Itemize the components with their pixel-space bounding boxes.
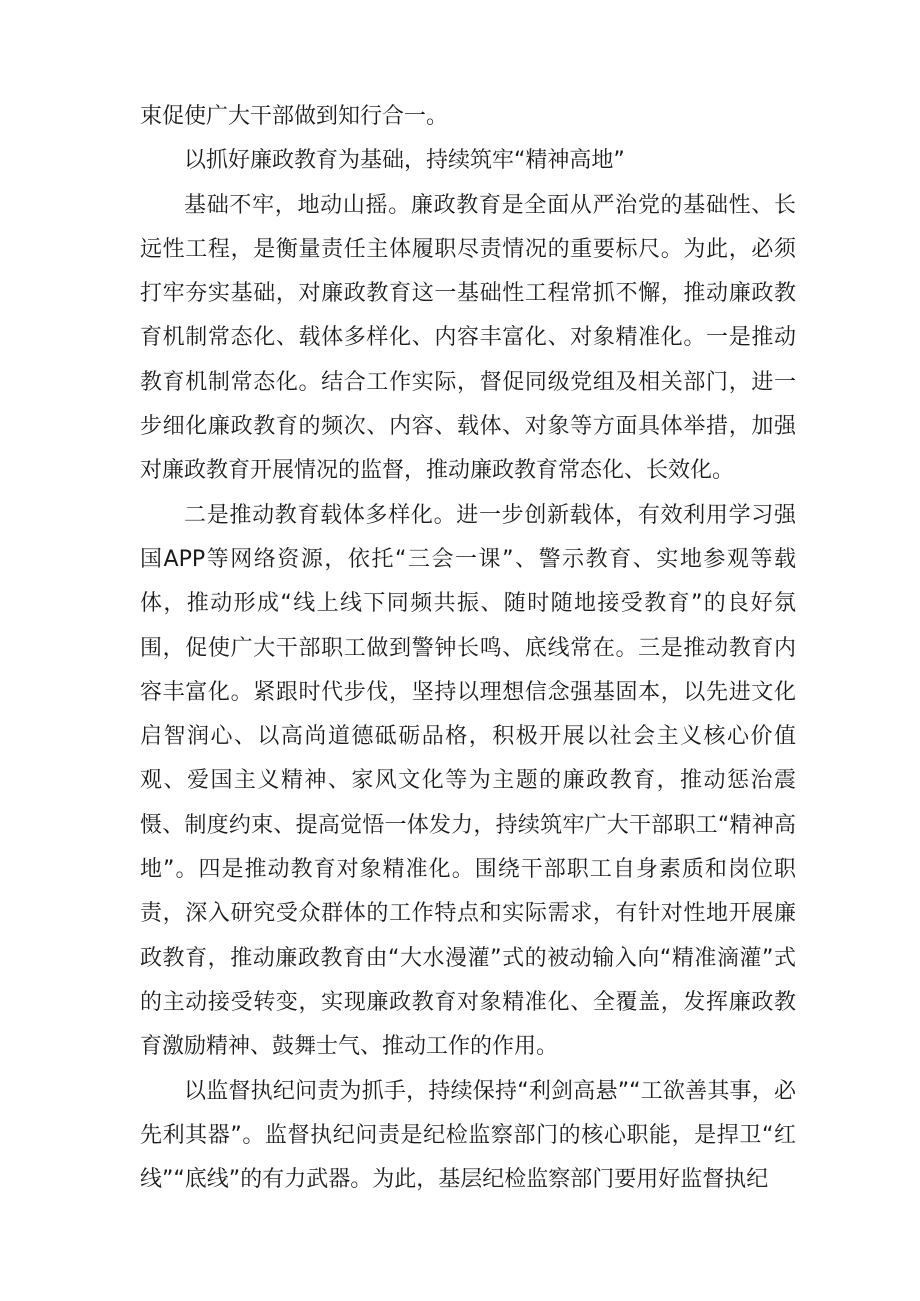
document-body	[140, 95, 796, 1202]
paragraph-supervision: 以监督执纪问责为抓手，持续保持“利剑高悬”“工欲善其事，必先利其器”。监督执纪问责是纪检监察部门的核心职能，是捍卫“红线”“底线”的有力武器。为此，基层纪检监察部门要用好监督执纪	[140, 1078, 796, 1193]
paragraph-diversification: 二是推动教育载体多样化。进一步创新载体，有效利用学习强国APP等网络资源，依托“三会一课”、警示教育、实地参观等载体，推动形成“线上线下同频共振、随时随地接受教育”的良好氛围，促使广大干部职工做到警钟长鸣、底线常在。三是推动教育内容丰富化。紧跟时代步伐，坚持以理想信念强基固本，以先进文化启智润心、以高尚道德砥砺品格，积极开展以社会主义核心价值观、爱国主义精神、家风文化等为主题的廉政教育，推动惩治震慑、制度约束、提高觉悟一体发力，持续筑牢广大干部职工“精神高地”。四是推动教育对象精准化。围绕干部职工自身素质和岗位职责，深入研究受众群体的工作特点和实际需求，有针对性地开展廉政教育，推动廉政教育由“大水漫灌”式的被动输入向“精准滴灌”式的主动接受转变，实现廉政教育对象精准化、全覆盖，发挥廉政教育激励精神、鼓舞士气、推动工作的作用。	[140, 502, 796, 1060]
paragraph-continuation: 束促使广大干部做到知行合一。	[140, 104, 449, 129]
section-heading-education: 以抓好廉政教育为基础，持续筑牢“精神高地”	[184, 148, 625, 174]
paragraph-foundation: 基础不牢，地动山摇。廉政教育是全面从严治党的基础性、长远性工程，是衡量责任主体履职尽责情况的重要标尺。为此，必须打牢夯实基础，对廉政教育这一基础性工程常抓不懈，推动廉政教育机制常态化、载体多样化、内容丰富化、对象精准化。一是推动教育机制常态化。结合工作实际，督促同级党组及相关部门，进一步细化廉政教育的频次、内容、载体、对象等方面具体举措，加强对廉政教育开展情况的监督，推动廉政教育常态化、长效化。	[140, 192, 796, 484]
